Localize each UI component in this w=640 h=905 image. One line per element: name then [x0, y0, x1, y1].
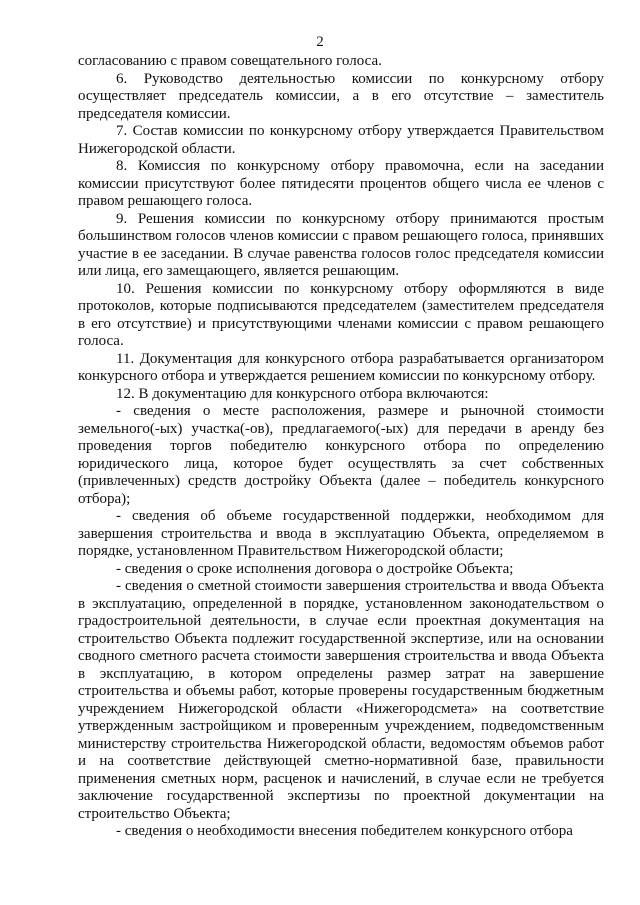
paragraph-item-7: 7. Состав комиссии по конкурсному отбору утверждается Правительством Нижегородской области.	[78, 123, 604, 157]
paragraph-item-12: 12. В документацию для конкурсного отбора включаются:	[116, 385, 489, 402]
paragraph-continuation: согласованию с правом совещательного голоса.	[78, 53, 382, 69]
paragraph-item-9: 9. Решения комиссии по конкурсному отбору принимаются простым большинством голосов членов комиссии с правом решающего голоса, принявших участие в ее заседании. В случае равенства голосов голос председателя комиссии или лица, его замещающего, является решающим.	[78, 210, 604, 279]
list-item-payment-requirement: - сведения о необходимости внесения победителем конкурсного отбора	[116, 823, 573, 839]
paragraph-item-11: 11. Документация для конкурсного отбора разрабатывается организатором конкурсного отбора и утверждается решением комиссии по конкурсному отбору.	[78, 350, 604, 384]
paragraph-item-8: 8. Комиссия по конкурсному отбору правомочна, если на заседании комиссии присутствуют более пятидесяти процентов общего числа ее членов с правом решающего голоса.	[78, 158, 604, 209]
page-number: 2	[316, 34, 324, 50]
list-item-contract-term: - сведения о сроке исполнения договора о достройке Объекта;	[116, 560, 514, 577]
list-item-state-support: - сведения об объеме государственной поддержки, необходимом для завершения строительства и ввода в эксплуатацию Объекта, определяемом в порядке, установленном Правительством Нижегородской области;	[78, 508, 604, 559]
paragraph-item-10: 10. Решения комиссии по конкурсному отбору оформляются в виде протоколов, которые подписываются председателем (заместителем председателя в его отсутствие) и присутствующими членами комиссии с правом решающего голоса.	[78, 280, 604, 349]
paragraph-item-6: 6. Руководство деятельностью комиссии по конкурсному отбору осуществляет председатель комиссии, а в его отсутствие – заместитель председателя комиссии.	[78, 70, 604, 122]
document-body	[78, 53, 604, 841]
list-item-estimated-cost: - сведения о сметной стоимости завершения строительства и ввода Объекта в эксплуатацию, определенной в порядке, установленном законодательством о градостроительной деятельности, в случае если проектная документация на строительство Объекта подлежит государственной экспертизе, или на основании сводного сметного расчета стоимости завершения строительства и ввода Объекта в эксплуатацию, в котором определены размер затрат на завершение строительства и объемы работ, которые проверены государственным бюджетным учреждением Нижегородской области «Нижегородсмета» на соответствие утвержденным застройщиком и проверенным учреждением, подведомственным министерству строительства Нижегородской области, ведомостям объемов работ и на соответствие действующей сметно-нормативной базе, правильности применения сметных норм, расценок и начислений, в случае если не требуется заключение государственной экспертизы по проектной документации на строительство Объекта;	[78, 578, 604, 822]
list-item-land-plot: - сведения о месте расположения, размере и рыночной стоимости земельного(-ых) участка(-ов), предлагаемого(-ых) для передачи в аренду без проведения торгов победителю конкурсного отбора по определению юридического лица, которое будет осуществлять за счет собственных (привлеченных) средств достройку Объекта (далее – победитель конкурсного отбора);	[78, 403, 604, 507]
